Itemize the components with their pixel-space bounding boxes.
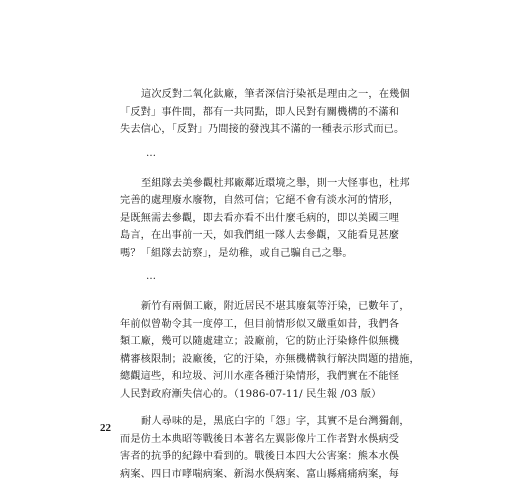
text-line: 年前似曾勒令其一度停工，但目前情形似又嚴重如昔，我們各 — [120, 318, 400, 330]
section-ellipsis: … — [146, 271, 157, 282]
text-line: 總觀這些，和垃圾、河川水產各種汙染情形，我們實在不能怪 — [120, 371, 400, 382]
text-line: 至組隊去美參觀杜邦廠鄰近環境之舉，則一大怪事也，杜邦 — [141, 177, 410, 189]
text-line: 新竹有兩個工廠，附近居民不堪其廢氣等汙染，已數年了， — [141, 301, 410, 312]
text-line: 人民對政府漸失信心的。（1986-07-11/ 民生報 /03 版） — [120, 388, 382, 400]
text-line: 「反對」事件間，都有一共同點，即人民對有關機構的不滿和 — [120, 106, 400, 118]
text-line: 這次反對二氧化鈦廠，筆者深信汙染祇是理由之一，在幾個 — [141, 89, 410, 100]
body-text — [120, 86, 420, 483]
section-ellipsis: … — [146, 147, 157, 159]
text-line: 失去信心，「反對」乃間接的發洩其不滿的一種表示形式而已。 — [120, 124, 405, 135]
text-line: 類工廠，幾可以隨處建立；設廠前，它的防止汙染條件似無機 — [120, 336, 400, 347]
text-line: 嗎？「組隊去訪察」，是幼稚，或自己騙自己之舉。 — [120, 247, 353, 259]
paragraph-gap — [120, 403, 415, 413]
text-line: 島言，在出事前一天，如我們組一隊人去參觀，又能看見甚麼 — [120, 230, 400, 241]
text-line: 是既無需去參觀，即去看亦看不出什麼毛病的，即以美國三哩 — [120, 212, 400, 224]
paragraph-1 — [120, 86, 415, 139]
text-line: 耐人尋味的是，黑底白字的「怨」字，其實不是台灣獨創， — [141, 416, 410, 427]
paragraph-4 — [120, 413, 415, 483]
text-line: 而是仿土本典昭等戰後日本著名左翼影像片工作者對水俁病受 — [120, 433, 400, 445]
text-line: 完善的處理廢水廢物，自然可信；它絕不會有淡水河的情形， — [120, 195, 400, 206]
text-line: 病案、四日市哮喘病案、新潟水俁病案、富山縣痛痛病案，每 — [120, 468, 400, 480]
text-line: 構審核限制；設廠後，它的汙染，亦無機構執行解決問題的措施， — [120, 353, 420, 365]
paragraph-2 — [120, 175, 415, 263]
text-line: 害者的抗爭的紀錄中看到的。戰後日本四大公害案：熊本水俁 — [120, 451, 400, 462]
paragraph-3 — [120, 298, 420, 403]
page-number: 22 — [100, 422, 111, 434]
